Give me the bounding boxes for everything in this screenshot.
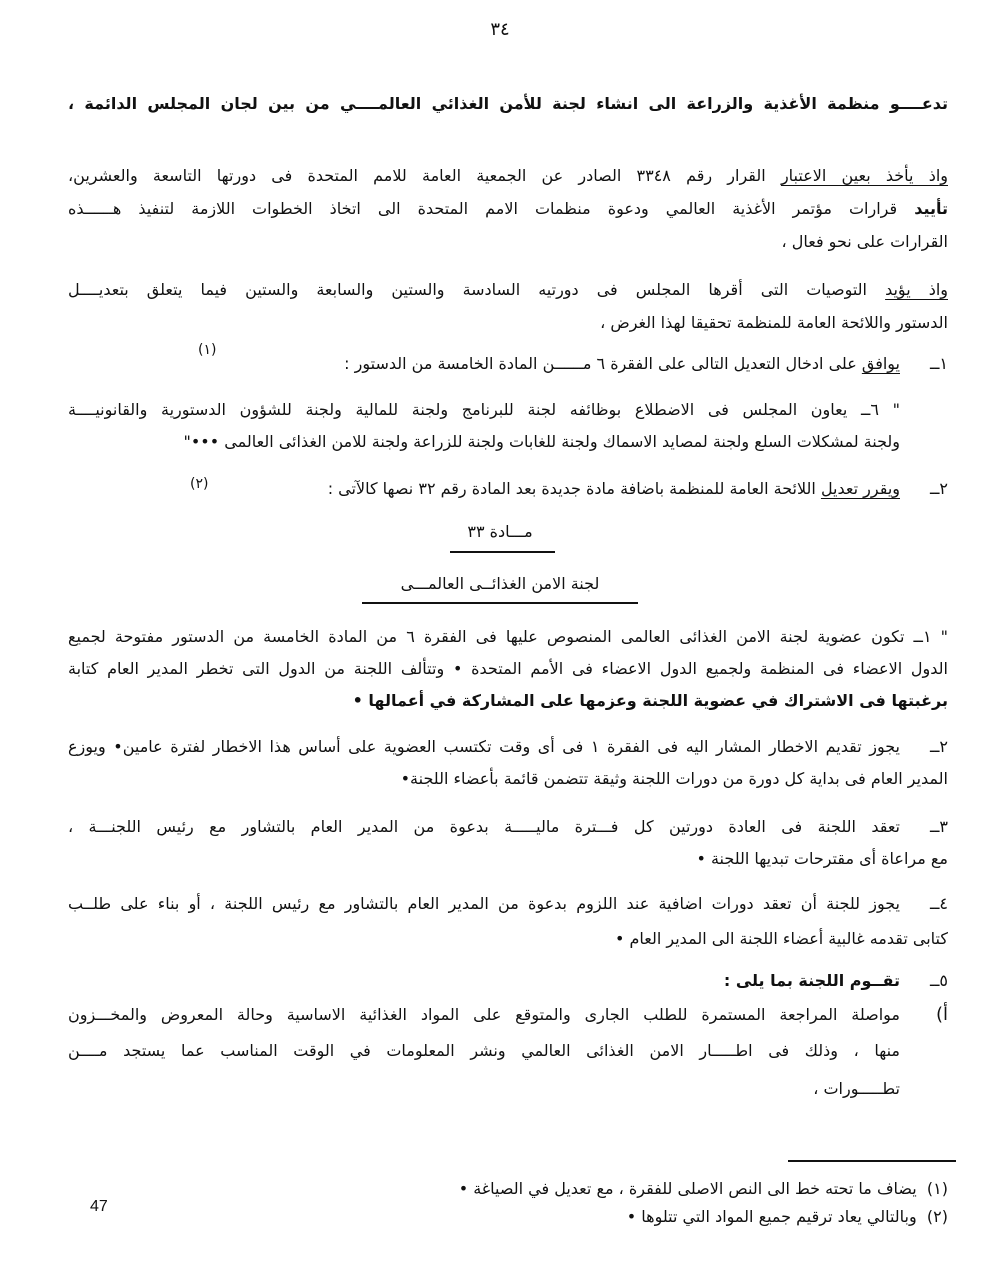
art3-line2: مع مراعاة أى مقترحات تبديها اللجنة •	[696, 849, 948, 868]
quote6-line1: " ٦ــ يعاون المجلس فى الاضطلاع بوظائفه لجنة للبرنامج ولجنة للمالية ولجنة للشؤون الدستورية والقانونيــــة	[68, 400, 900, 419]
page-number-bottom: 47	[90, 1198, 108, 1215]
para2-line1	[68, 278, 948, 302]
art2-line2: المدير العام فى بداية كل دورة من دورات اللجنة وثيقة تتضمن قائمة بأعضاء اللجنة•	[400, 769, 948, 788]
art4-number: ٤ــ	[930, 894, 948, 913]
art3-line1: تعقد اللجنة فى العادة دورتين كل فـــترة ماليـــــة بدعوة من المدير العام بالتشاور مع رئيس اللجنـــة ،	[68, 817, 900, 836]
footnote-ref-2: (٢)	[190, 476, 209, 492]
article-title-underline	[450, 551, 555, 553]
item2-lead: ويقرر تعديل	[820, 479, 900, 498]
para2-line2: الدستور واللائحة العامة للمنظمة تحقيقا لهذا الغرض ،	[600, 313, 948, 332]
article-subtitle-underline	[362, 602, 638, 604]
para2-lead: واذ يؤيد	[885, 280, 948, 299]
footnote-2-mark: (٢)	[926, 1207, 948, 1226]
para1-text2: قرارات مؤتمر الأغذية العالمي ودعوة منظمات الامم المتحدة الى اتخاذ الخطوات اللازمة لتنفيذ هــــــذه	[68, 199, 898, 218]
article-subtitle: لجنة الامن الغذائــى العالمـــى	[400, 574, 600, 593]
art3-number: ٣ــ	[930, 817, 948, 836]
footnote-2-text: وبالتالي يعاد ترقيم جميع المواد التي تتلوها •	[626, 1207, 917, 1226]
footnote-separator	[788, 1160, 956, 1162]
article-title: مـــادة ٣٣	[467, 522, 533, 541]
item1-lead: يوافق	[861, 354, 900, 373]
para1-line3: القرارات على نحو فعال ،	[781, 232, 948, 251]
para1-lead: واذ يأخذ بعين الاعتبار	[780, 166, 948, 185]
intro-line: تدعــــو منظمة الأغذية والزراعة الى انشاء لجنة للأمن الغذائي العالمــــي من بين لجان المجلس الدائمة ،	[68, 94, 948, 113]
art5-sub-a-line2: منها ، وذلك فى اطـــــار الامن الغذائى العالمي ونشر المعلومات في الوقت المناسب عما يستجد مــــن	[68, 1041, 900, 1060]
art5-sub-a-label: أ)	[935, 1004, 948, 1025]
page-number-top: ٣٤	[490, 19, 510, 40]
para1-text1: القرار رقم ٣٣٤٨ الصادر عن الجمعية العامة للامم المتحدة فى دورتها التاسعة والعشرين،	[68, 166, 766, 185]
art1-line2: الدول الاعضاء فى المنظمة ولجميع الدول الاعضاء فى الأمم المتحدة • وتتألف اللجنة من الدول التى تخطر المدير العام كتابة	[68, 659, 948, 678]
art1-line1: " ١ــ تكون عضوية لجنة الامن الغذائى العالمى المنصوص عليها فى الفقرة ٦ من المادة الخامسة من الدستور مفتوحة لجميع	[68, 627, 948, 646]
item2-number: ٢ــ	[930, 479, 948, 498]
para1-line1	[68, 164, 948, 188]
art1-line3: برغبتها فى الاشتراك في عضوية اللجنة وعزمها على المشاركة في أعمالها •	[352, 691, 948, 710]
footnote-1	[459, 1177, 948, 1201]
item2-text: اللائحة العامة للمنظمة باضافة مادة جديدة بعد المادة رقم ٣٢ نصها كالآتى :	[327, 479, 816, 498]
art2-line1: يجوز تقديم الاخطار المشار اليه فى الفقرة ١ فى أى وقت تكتسب العضوية على أساس هذا الاخطار لفترة عامين• ويوزع	[68, 737, 900, 756]
footnote-1-mark: (١)	[926, 1179, 948, 1198]
item1-number: ١ــ	[930, 354, 948, 373]
art5-sub-a-line3: تطـــــورات ،	[813, 1079, 900, 1098]
footnote-1-text: يضاف ما تحته خط الى النص الاصلى للفقرة ، مع تعديل في الصياغة •	[458, 1179, 917, 1198]
item1-text: على ادخال التعديل التالى على الفقرة ٦ مــــــن المادة الخامسة من الدستور :	[344, 354, 857, 373]
art5-line: تقــوم اللجنة بما يلى :	[723, 971, 900, 990]
para1-line2	[68, 197, 948, 221]
art2-number: ٢ــ	[930, 737, 948, 756]
art5-number: ٥ــ	[930, 971, 948, 990]
art4-line1: يجوز للجنة أن تعقد دورات اضافية عند اللزوم بدعوة من المدير العام بالتشاور مع رئيس اللجنة ، أو بناء على طلــب	[68, 894, 900, 913]
footnote-ref-1: (١)	[198, 342, 217, 358]
item1-line	[344, 352, 900, 376]
para1-lead2: تأييد	[914, 199, 948, 218]
art5-sub-a-line1: مواصلة المراجعة المستمرة للطلب الجارى والمتوقع على المواد الغذائية الاساسية وحالة المعروض والمخـــزون	[68, 1005, 900, 1024]
footnote-2	[627, 1205, 948, 1229]
para2-text1: التوصيات التى أقرها المجلس فى دورتيه السادسة والستين والسابعة والستين فيما يتعلق بتعديــــل	[68, 280, 868, 299]
item2-line	[328, 477, 900, 501]
art4-line2: كتابى تقدمه غالبية أعضاء اللجنة الى المدير العام •	[614, 929, 948, 948]
quote6-line2: ولجنة لمشكلات السلع ولجنة لمصايد الاسماك ولجنة للغابات ولجنة للزراعة ولجنة للامن الغذائى العالمى •••"	[183, 432, 900, 451]
